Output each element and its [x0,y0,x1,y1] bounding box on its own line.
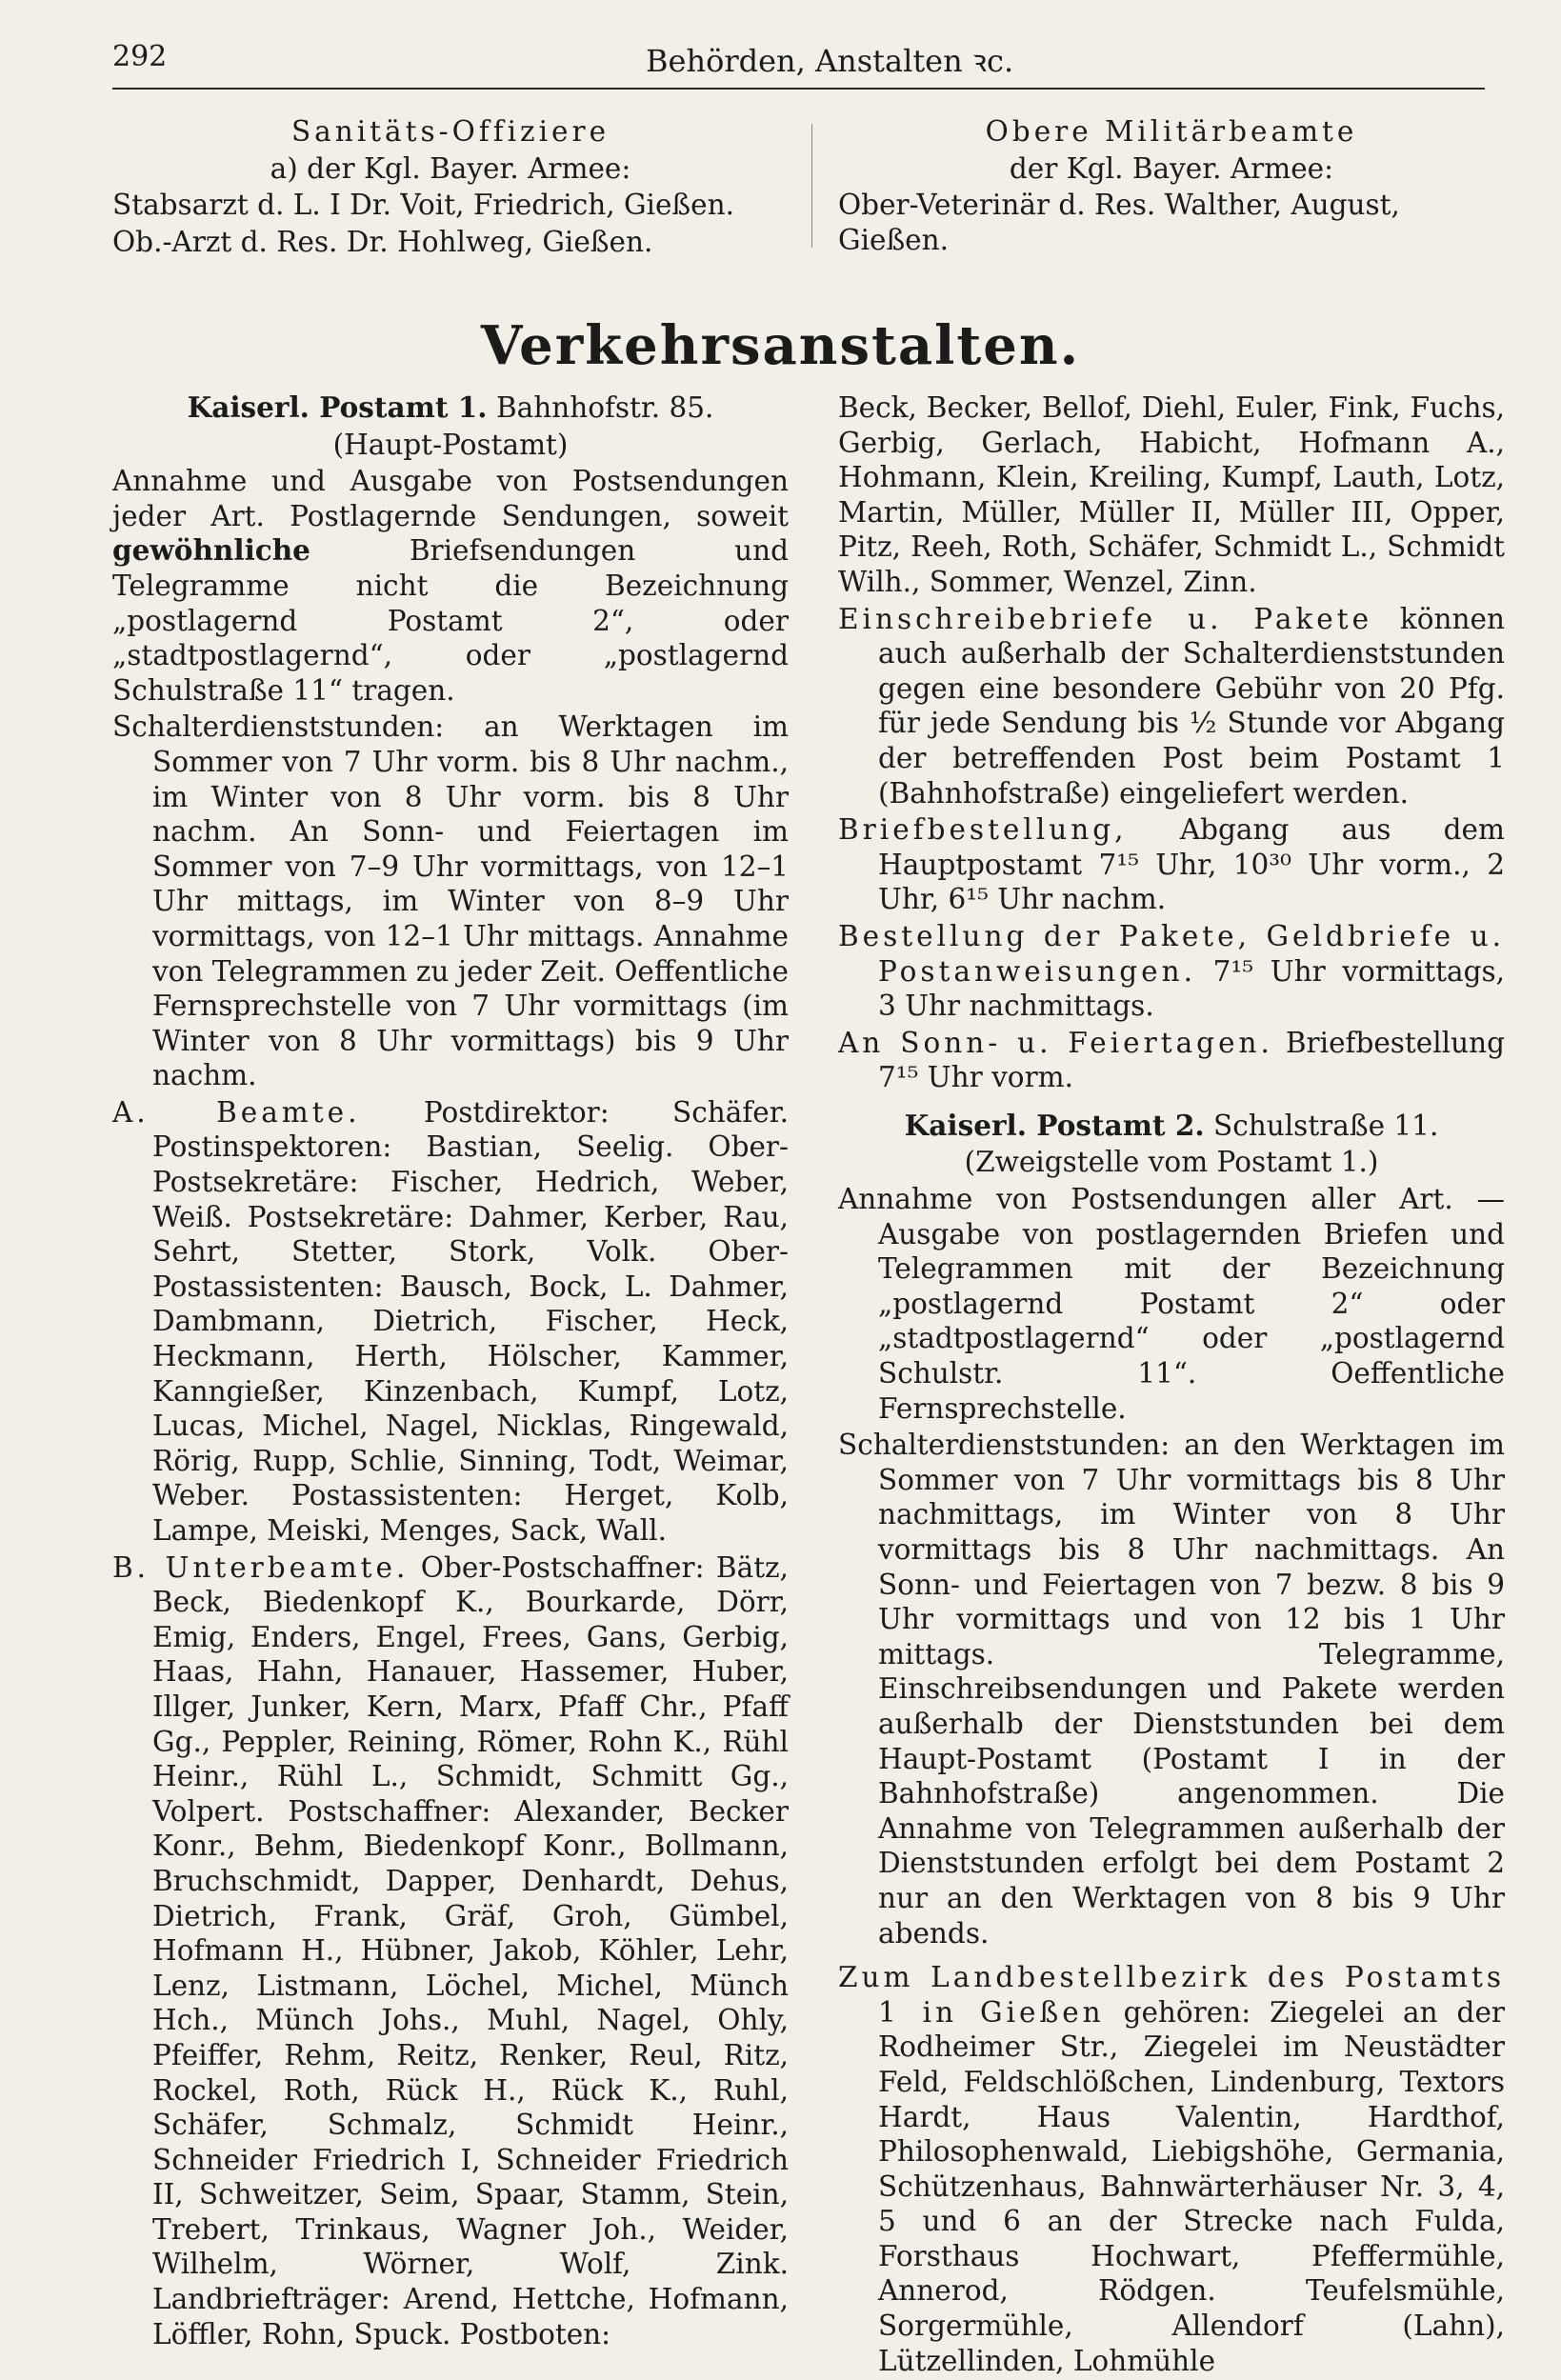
sanitaets-block [112,114,789,261]
beamte-label: A. Beamte. [112,1095,361,1129]
pakete-paragraph [838,919,1505,1024]
landbestell-paragraph [838,1960,1505,2378]
militaer-block [838,114,1505,259]
landbestell-text: gehören: Ziegelei an der Rodheimer Str., Ziegelei im Neustädter Feld, Feldschlößchen, Lindenburg, Textors Hardt, Haus Valentin, Hardthof, Philosophenwald, Liebigshöhe, Germania, Schützenhaus, Bahnwärterhäuser Nr. 3, 4, 5 und 6 an der Strecke nach Fulda, Forsthaus Hochwart, Pfeffermühle, Annerod, Rödgen. Teufelsmühle, Sorgermühle, Allendorf (Lahn), Lützellinden, Lohmühle [878,1995,1506,2377]
postamt2-subtitle: (Zweigstelle vom Postamt 1.) [964,1146,1379,1179]
section-title: Verkehrsanstalten. [480,314,1081,377]
right-column [838,390,1505,2380]
sanitaets-line: Stabsarzt d. L. I Dr. Voit, Friedrich, Gießen. [112,189,734,222]
postamt1-hours: Schalterdienststunden: an Werktagen im Sommer von 7 Uhr vorm. bis 8 Uhr nachm., im Winter von 8 Uhr vorm. bis 8 Uhr nachm. An Sonn- und Feiertagen im Sommer von 7–9 Uhr vormittags, von 12–1 Uhr mittags, im Winter von 8–9 Uhr vormittags, von 12–1 Uhr mittags. Annahme von Telegrammen zu jeder Zeit. Oeffentliche Fernsprechstelle von 7 Uhr vormittags (im Winter von 8 Uhr vormittags) bis 9 Uhr nachm. [112,710,789,1092]
einschreib-text: können auch außerhalb der Schalterdienststunden gegen eine besondere Gebühr von 20 Pfg. für jede Sendung bis ½ Stunde vor Abgang der betreffenden Post beim Postamt 1 (Bahnhofstraße) eingeliefert werden. [878,602,1505,810]
pakete-text: 7¹⁵ Uhr vormittags, 3 Uhr nachmittags. [878,954,1505,1023]
unterbeamte-label: B. Unterbeamte. [112,1550,410,1584]
column-divider [811,124,812,248]
postamt1-address: Bahnhofstr. 85. [495,391,714,424]
page-number: 292 [112,40,168,73]
sanitaets-subtitle: a) der Kgl. Bayer. Armee: [270,151,631,185]
postamt1-beamte [112,1095,789,1549]
briefbest-paragraph [838,812,1505,917]
postamt1-intro [112,464,789,708]
postamt1-unterbeamte [112,1550,789,2352]
pakete-label: Bestellung der Pakete, Geldbriefe u. Postanweisungen. [838,919,1505,988]
militaer-subtitle: der Kgl. Bayer. Armee: [1009,151,1334,185]
einschreib-label: Einschreibebriefe u. Pakete [838,602,1373,635]
postamt2-hours: Schalterdienststunden: an den Werktagen im Sommer von 7 Uhr vormittags bis 8 Uhr nachmittags, im Winter von 8 Uhr vormittags bis 8 Uhr nachmittags. An Sonn- und Feiertagen von 7 bezw. 8 bis 9 Uhr vormittags und von 12 bis 1 Uhr mittags. Telegramme, Einschreibsendungen und Pakete werden außerhalb der Dienststunden bei dem Haupt-Postamt (Postamt I in der Bahnhofstraße) angenommen. Die Annahme von Telegrammen außerhalb der Dienststunden erfolgt bei dem Postamt 2 nur an den Werktagen von 8 bis 9 Uhr abends. [838,1429,1505,1950]
postamt1-name: Kaiserl. Postamt 1. [187,390,488,424]
unterbeamte-text: Ober-Postschaffner: Bätz, Beck, Biedenkopf K., Bourkarde, Dörr, Emig, Enders, Engel, Frees, Gans, Gerbig, Haas, Hahn, Hanauer, Hassemer, Huber, Illger, Junker, Kern, Marx, Pfaff Chr., Pfaff Gg., Peppler, Reining, Römer, Rohn K., Rühl Heinr., Rühl L., Schmidt, Schmitt Gg., Volpert. Postschaffner: Alexander, Becker Konr., Behm, Biedenkopf Konr., Bollmann, Bruchschmidt, Dapper, Denhardt, Dehus, Dietrich, Frank, Gräf, Groh, Gümbel, Hofmann H., Hübner, Jakob, Köhler, Lehr, Lenz, Listmann, Löchel, Michel, Münch Hch., Münch Johs., Muhl, Nagel, Ohly, Pfeiffer, Rehm, Reitz, Renker, Reul, Ritz, Rockel, Roth, Rück H., Rück K., Ruhl, Schäfer, Schmalz, Schmidt Heinr., Schneider Friedrich I, Schneider Friedrich II, Schweitzer, Seim, Spaar, Stamm, Stein, Trebert, Trinkaus, Wagner Joh., Weider, Wilhelm, Wörner, Wolf, Zink. Landbriefträger: Arend, Hettche, Hofmann, Löffler, Rohn, Spuck. Postboten: [152,1550,789,2350]
einschreib-paragraph [838,602,1505,811]
briefbest-label: Briefbestellung, [838,813,1128,847]
postamt2-address: Schulstraße 11. [1213,1109,1439,1142]
beamte-text: Postdirektor: Schäfer. Postinspektoren: Bastian, Seelig. Ober-Postsekretäre: Fischer, Hedrich, Weber, Weiß. Postsekretäre: Dahmer, Kerber, Rau, Sehrt, Stetter, Stork, Volk. Ober-Postassistenten: Bausch, Bock, L. Dahmer, Dambmann, Dietrich, Fischer, Heck, Heckmann, Herth, Hölscher, Kammer, Kanngießer, Kinzenbach, Kumpf, Lotz, Lucas, Michel, Nagel, Nicklas, Ringewald, Rörig, Rupp, Schlie, Sinning, Todt, Weimar, Weber. Postassistenten: Herget, Kolb, Lampe, Meiski, Menges, Sack, Wall. [152,1095,789,1547]
briefbest-text: Abgang aus dem Hauptpostamt 7¹⁵ Uhr, 10³⁰ Uhr vorm., 2 Uhr, 6¹⁵ Uhr nachm. [878,813,1505,916]
militaer-title: Obere Militärbeamte [985,115,1358,148]
postamt2-heading [838,1109,1505,1144]
intro-part-b: Briefsendungen und Telegramme nicht die Bezeichnung „postlagernd Postamt 2“, oder „stadtpostlagernd“, oder „postlagernd Schulstraße 11“ tragen. [112,534,789,707]
postboten-list: Beck, Becker, Bellof, Diehl, Euler, Fink, Fuchs, Gerbig, Gerlach, Habicht, Hofmann A., Hohmann, Klein, Kreiling, Kumpf, Lauth, Lotz, Martin, Müller, Müller II, Müller III, Opper, Pitz, Reeh, Roth, Schäfer, Schmidt L., Schmidt Wilh., Sommer, Wenzel, Zinn. [838,391,1505,598]
running-head: Behörden, Anstalten ꝛc. [646,43,1014,79]
page-header [112,40,1485,90]
sonn-text: Briefbestellung 7¹⁵ Uhr vorm. [878,1026,1505,1094]
intro-bold: gewöhnliche [112,533,310,568]
intro-part-a: Annahme und Ausgabe von Postsendungen jeder Art. Postlagernde Sendungen, soweit [112,465,789,532]
postamt1-heading [112,390,789,426]
postamt2-name: Kaiserl. Postamt 2. [904,1108,1205,1142]
sanitaets-line: Ob.-Arzt d. Res. Dr. Hohlweg, Gießen. [112,225,653,258]
sonn-paragraph [838,1026,1505,1095]
sonn-label: An Sonn- u. Feiertagen. [838,1026,1273,1059]
sanitaets-title: Sanitäts-Offiziere [290,115,610,148]
postamt1-subtitle: (Haupt-Postamt) [332,428,569,461]
militaer-line: Ober-Veterinär d. Res. Walther, August, Gießen. [838,189,1400,256]
left-column [112,390,789,2353]
postamt2-intro: Annahme von Postsendungen aller Art. — Ausgabe von postlagernden Briefen und Telegrammen mit der Bezeichnung „postlagernd Postamt 2“ oder „stadtpostlagernd“ oder „postlagernd Schulstr. 11“. Oeffentliche Fernsprechstelle. [838,1183,1505,1425]
landbestell-label: Zum Landbestellbezirk des Postamts 1 in Gießen [838,1961,1505,2029]
